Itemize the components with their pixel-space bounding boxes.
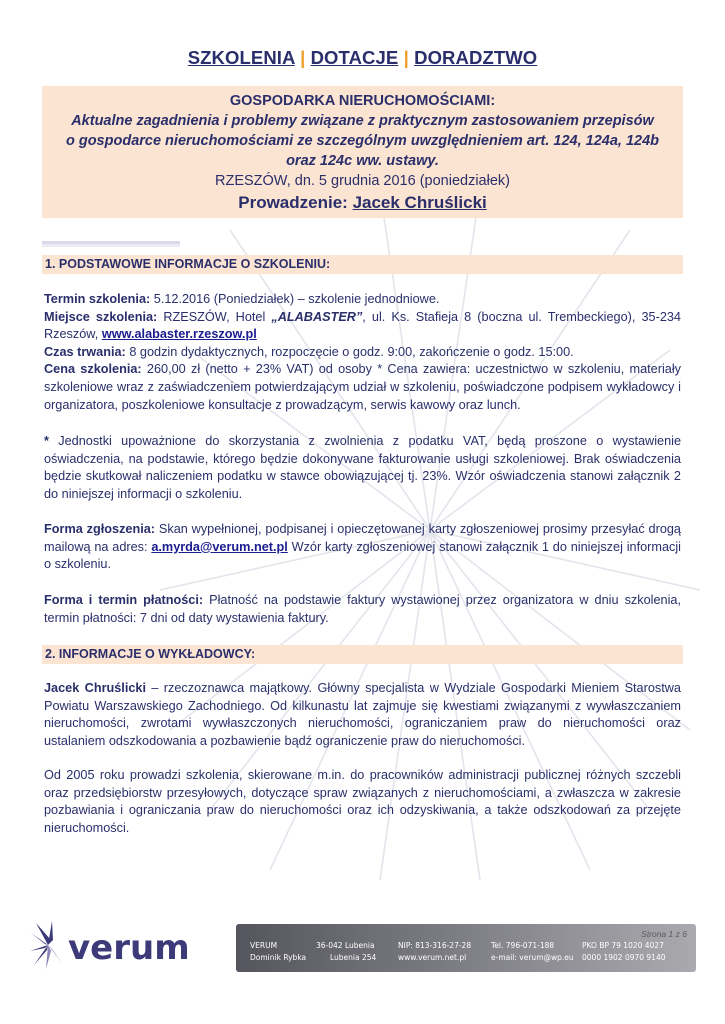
page-number: Strona 1 z 6: [641, 929, 687, 939]
lead-name: Jacek Chruślicki: [352, 193, 487, 212]
footer-bank-line-1: PKO BP 79 1020 4027: [582, 941, 664, 950]
hotel-name: „ALABASTER”: [271, 309, 363, 324]
footer-postcode: 36-042 Lubenia: [316, 941, 375, 950]
payment-paragraph: [44, 592, 681, 627]
nav-doradztwo: DORADZTWO: [414, 47, 538, 68]
footer-company: [250, 940, 306, 964]
training-subtitle-1: Aktualne zagadnienia i problemy związane z praktycznym zastosowaniem przepisów: [71, 113, 654, 129]
lecturer-bio-1: – rzeczoznawca majątkowy. Główny specjalista w Wydziale Gospodarki Mieniem Starostwa Powiatu Warszawskiego Zachodniego. Od kilkunastu lat zajmuje się kwestiami związanymi z wywłaszczaniem nieruchomości, zwrotami wywłaszczonych nieruchomości, ograniczaniem praw do nieruchomości oraz ustalaniem odszkodowania a pozbawienie bądź ograniczenie praw do nieruchomości.: [44, 681, 681, 748]
cena-value: 260,00 zł (netto + 23% VAT) od osoby * Cena zawiera: uczestnictwo w szkoleniu, materiały szkoleniowe wraz z zaświadczeniem potwierdzającym udział w szkoleniu, poświadczone podpisem wykładowcy i organizatora, poszkoleniowe konsultacje z prowadzącym, serwis kawowy oraz lunch.: [44, 362, 681, 412]
footer-nip: NIP: 813-316-27-28: [398, 941, 472, 950]
verum-star-icon: [30, 921, 62, 969]
footer-company-name: VERUM: [250, 941, 278, 950]
forma-value: Skan wypełnionej, podpisanej i opieczętowanej karty zgłoszeniowej prosimy przesyłać drogą mailową na adres:: [44, 522, 681, 554]
forma-value-2: Wzór karty zgłoszeniowej stanowi załącznik 1 do niniejszej informacji o szkoleniu.: [44, 539, 681, 572]
footer-bank: [582, 940, 666, 964]
section-2-header: 2. INFORMACJE O WYKŁADOWCY:: [42, 645, 683, 664]
footer-phone: Tel. 796-071-188: [491, 941, 555, 950]
miejsce-address: , ul. Ks. Stafieja 8 (boczna ul. Trembeckiego), 35-234 Rzeszów,: [44, 309, 681, 342]
training-header-box: [42, 86, 683, 218]
lecturer-experience-paragraph: Od 2005 roku prowadzi szkolenia, skierowane m.in. do pracowników administracji publicznej różnych szczebli oraz przedsiębiorstw przesyłowych, dotyczące spraw związanych z nieruchomościami, a zwłaszcza w zakresie pozbawiania i ograniczania praw do nieruchomości oraz ich odzyskiwania, a także odszkodowań za przejęte nieruchomości.: [44, 768, 681, 835]
cena-label: Cena szkolenia:: [44, 362, 142, 377]
footer-address: [316, 940, 376, 964]
termin-value: 5.12.2016 (Poniedziałek) – szkolenie jednodniowe.: [150, 292, 440, 306]
nav-separator: |: [403, 47, 409, 68]
lead-label: Prowadzenie:: [238, 193, 348, 212]
lecturer-name: Jacek Chruślicki: [44, 681, 146, 695]
training-title: GOSPODARKA NIERUCHOMOŚCIAMI:: [229, 93, 496, 109]
logo-text: verum: [68, 928, 190, 968]
termin-label: Termin szkolenia:: [44, 292, 151, 306]
vat-note-paragraph: [44, 433, 681, 503]
czas-label: Czas trwania:: [44, 344, 126, 359]
section-1-header: 1. PODSTAWOWE INFORMACJE O SZKOLENIU:: [42, 255, 683, 274]
nav-separator: |: [300, 47, 306, 68]
basic-info-paragraph: [44, 291, 681, 414]
training-lead: [42, 191, 683, 215]
miejsce-value: RZESZÓW, Hotel: [157, 309, 272, 324]
lecturer-bio-paragraph: [44, 680, 681, 750]
footer-email: e-mail: verum@wp.eu: [491, 953, 574, 962]
hotel-website-link[interactable]: www.alabaster.rzeszow.pl: [101, 327, 257, 342]
training-location-date: RZESZÓW, dn. 5 grudnia 2016 (poniedziałek): [215, 173, 510, 189]
registration-paragraph: [44, 521, 681, 574]
czas-value: 8 godzin dydaktycznych, rozpoczęcie o godz. 9:00, zakończenie o godz. 15:00.: [125, 344, 574, 359]
footer-bank-line-2: 0000 1902 0970 9140: [582, 953, 666, 962]
footer-nip-web: [398, 940, 471, 964]
vat-star: *: [44, 434, 49, 448]
services-heading: [0, 47, 725, 69]
nav-dotacje: DOTACJE: [310, 47, 399, 68]
training-subtitle-3: oraz 124c ww. ustawy.: [286, 153, 439, 169]
registration-email-link[interactable]: a.myrda@verum.net.pl: [151, 539, 288, 554]
nav-szkolenia: SZKOLENIA: [187, 47, 295, 68]
training-subtitle-2: o gospodarce nieruchomościami ze szczególnym uwzględnieniem art. 124, 124a, 124b: [65, 133, 660, 149]
platnosc-label: Forma i termin płatności:: [44, 593, 204, 607]
footer-company-owner: Dominik Rybka: [250, 953, 307, 962]
verum-logo: [28, 921, 218, 971]
miejsce-label: Miejsce szkolenia:: [44, 309, 158, 324]
forma-label: Forma zgłoszenia:: [44, 522, 156, 536]
footer-contact: [491, 940, 574, 964]
footer-website: www.verum.net.pl: [398, 953, 467, 962]
decorative-bar: [42, 241, 180, 247]
vat-note-text: Jednostki upoważnione do skorzystania z zwolnienia z podatku VAT, będą proszone o wystawienie oświadczenia, na podstawie, którego będzie dokonywane fakturowanie usługi szkoleniowej. Brak oświadczenia będzie skutkował naliczeniem podatku w stawce obowiązującej tj. 23%. Wzór oświadczenia stanowi załącznik 2 do niniejszej informacji o szkoleniu.: [44, 434, 681, 501]
platnosc-value: Płatność na podstawie faktury wystawionej przez organizatora w dniu szkolenia, termin płatności: 7 dni od daty wystawienia faktury.: [44, 593, 681, 625]
footer-street: Lubenia 254: [330, 953, 377, 962]
